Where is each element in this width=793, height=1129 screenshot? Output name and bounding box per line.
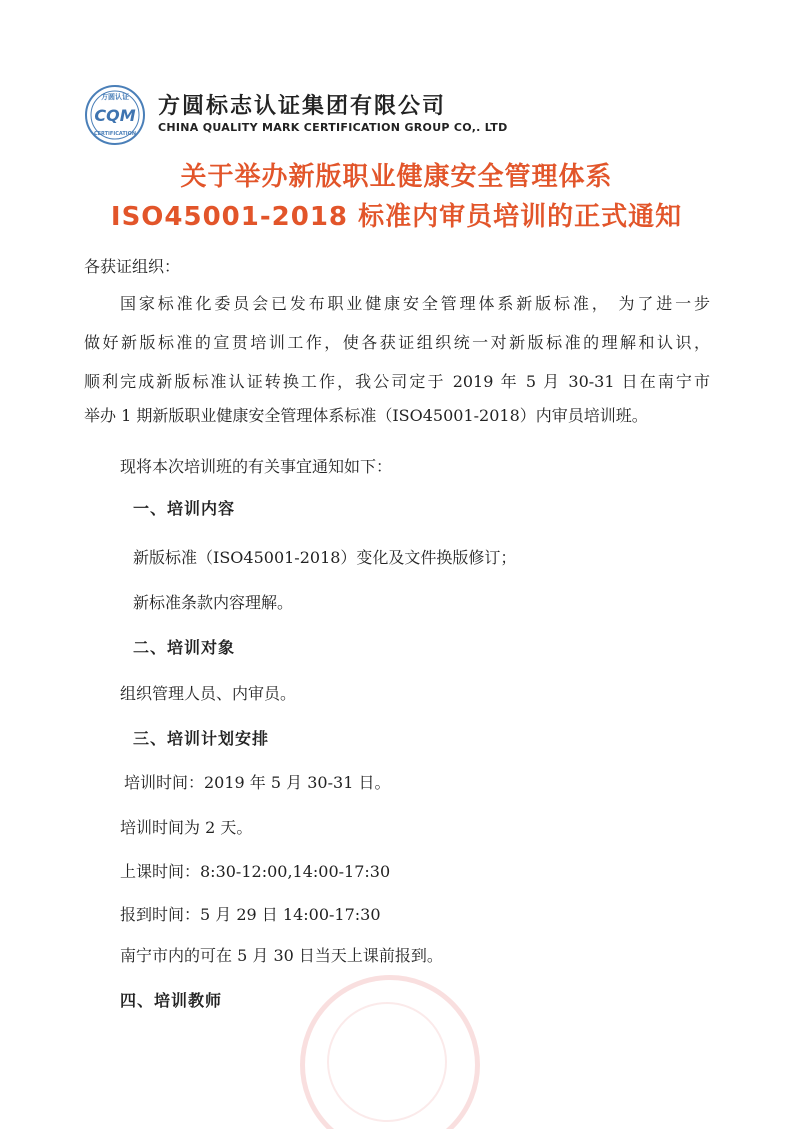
logo-main-text: CQM — [94, 106, 136, 125]
intro-line-1: 国家标准化委员会已发布职业健康安全管理体系新版标准， 为了进一步 — [120, 294, 710, 313]
schedule-item-duration: 培训时间为 2 天。 — [120, 818, 253, 837]
intro-line-3: 顺利完成新版标准认证转换工作，我公司定于 2019 年 5 月 30-31 日在南宁市 — [84, 372, 710, 391]
cqm-logo-icon — [84, 84, 146, 146]
schedule-item-checkin-time: 报到时间：5 月 29 日 14:00-17:30 — [120, 905, 381, 924]
company-name-en: CHINA QUALITY MARK CERTIFICATION GROUP CO,. LTD — [158, 121, 508, 134]
company-name-cn: 方圆标志认证集团有限公司 — [158, 94, 447, 119]
logo-top-text: 方圆认证 — [101, 93, 129, 101]
schedule-item-class-time: 上课时间：8:30-12:00,14:00-17:30 — [120, 862, 391, 881]
schedule-item-local-note: 南宁市内的可在 5 月 30 日当天上课前报到。 — [120, 946, 443, 965]
intro-line-2: 做好新版标准的宣贯培训工作，使各获证组织统一对新版标准的理解和认识， — [84, 333, 710, 352]
section-heading-audience: 二、培训对象 — [133, 638, 236, 657]
section-heading-instructors: 四、培训教师 — [120, 991, 223, 1010]
section-heading-content: 一、培训内容 — [133, 499, 236, 518]
content-item-1: 新版标准（ISO45001-2018）变化及文件换版修订； — [133, 548, 517, 567]
intro-line-4: 举办 1 期新版职业健康安全管理体系标准（ISO45001-2018）内审员培训班。 — [84, 406, 648, 425]
logo-bottom-text: CERTIFICATION — [93, 131, 137, 137]
document-title-line-1: 关于举办新版职业健康安全管理体系 — [180, 162, 613, 192]
company-seal-ghost — [300, 975, 480, 1129]
notice-lead: 现将本次培训班的有关事宜通知如下： — [120, 457, 393, 476]
letterhead — [84, 84, 544, 144]
schedule-item-date: 培训时间：2019 年 5 月 30-31 日。 — [124, 773, 391, 792]
document-title-line-2: ISO45001-2018 标准内审员培训的正式通知 — [110, 202, 683, 232]
audience-item-1: 组织管理人员、内审员。 — [120, 684, 297, 703]
content-item-2: 新标准条款内容理解。 — [133, 593, 294, 612]
section-heading-schedule: 三、培训计划安排 — [133, 729, 270, 748]
salutation: 各获证组织： — [84, 257, 181, 276]
